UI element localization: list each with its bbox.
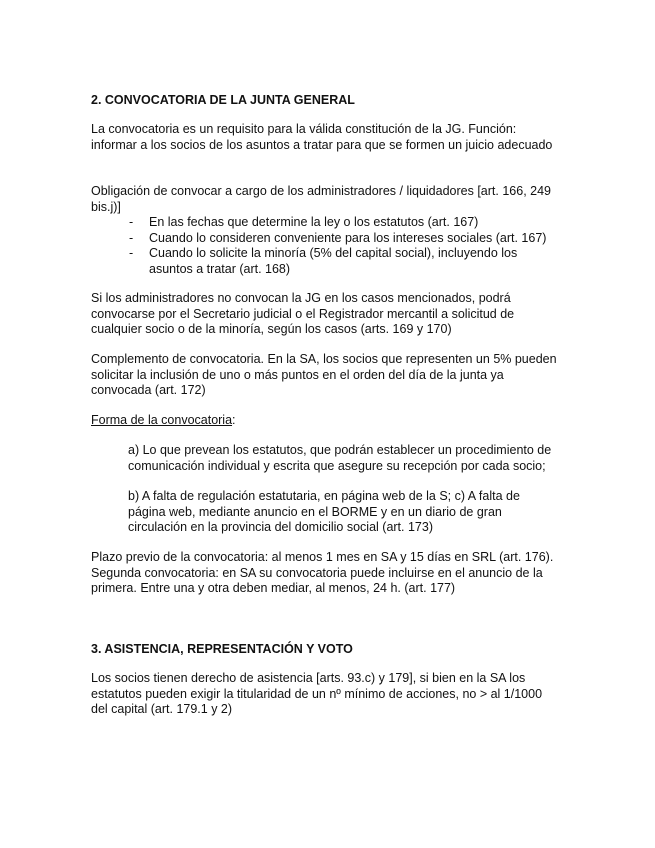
section-3-heading: 3. ASISTENCIA, REPRESENTACIÓN Y VOTO (91, 642, 353, 656)
complemento-paragraph: Complemento de convocatoria. En la SA, los socios que representen un 5% pueden solicitar la inclusión de uno o más puntos en el orden del día de la junta ya convocada (art. 172) (91, 352, 557, 398)
plazo-paragraph: Plazo previo de la convocatoria: al menos 1 mes en SA y 15 días en SRL (art. 176). Segunda convocatoria: en SA su convocatoria puede incluirse en el anuncio de la primera. Entre una y otra deben mediar, al menos, 24 h. (art. 177) (91, 550, 554, 596)
obligation-bullet-list (129, 215, 561, 277)
list-item: - En las fechas que determine la ley o los estatutos (art. 167) (129, 215, 479, 229)
bullet-dash: - (129, 215, 134, 229)
forma-item-a: a) Lo que prevean los estatutos, que podrán establecer un procedimiento de comunicación individual y escrita que asegure su recepción por cada socio; (128, 443, 552, 473)
no-convocan-paragraph: Si los administradores no convocan la JG en los casos mencionados, podrá convocarse por el Secretario judicial o el Registrador mercantil a solicitud de cualquier socio o de la minoría, según los casos (arts. 169 y 170) (91, 291, 515, 337)
bullet-dash: - (129, 230, 134, 245)
convocatoria-intro-paragraph: La convocatoria es un requisito para la válida constitución de la JG. Función: informar a los socios de los asuntos a tratar para que se formen un juicio adecuado (91, 122, 553, 152)
forma-item-b-c: b) A falta de regulación estatutaria, en página web de la S; c) A falta de página web, mediante anuncio en el BORME y en un diario de gran circulación en la provincia del domicilio social (art. 173) (128, 489, 520, 535)
forma-convocatoria-label: Forma de la convocatoria: (91, 413, 236, 427)
list-item: - Cuando lo solicite la minoría (5% del capital social), incluyendo los asuntos a tratar (art. 168) (129, 246, 518, 276)
section-2-heading: 2. CONVOCATORIA DE LA JUNTA GENERAL (91, 93, 355, 107)
bullet-dash: - (129, 246, 134, 261)
list-item: - Cuando lo consideren conveniente para los intereses sociales (art. 167) (129, 230, 547, 245)
obligation-paragraph: Obligación de convocar a cargo de los administradores / liquidadores [art. 166, 249 bis.j)] (91, 184, 551, 214)
asistencia-paragraph: Los socios tienen derecho de asistencia [arts. 93.c) y 179], si bien en la SA los estatutos pueden exigir la titularidad de un nº mínimo de acciones, no > al 1/1000 del capital (art. 179.1 y 2) (91, 671, 543, 717)
